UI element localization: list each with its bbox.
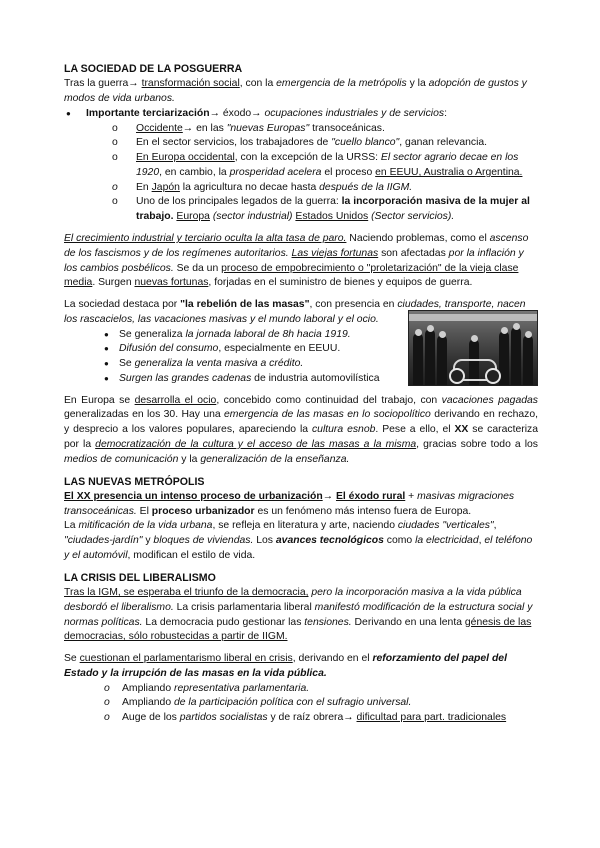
text-run: Se	[119, 358, 135, 370]
text-run: (Sector servicios).	[368, 211, 455, 223]
intro-paragraph	[64, 77, 538, 107]
text-run: transoceánicas.	[309, 122, 385, 134]
text-run: "la rebelión de las masas"	[180, 299, 310, 311]
text-run: masivas migraciones transoceánicas.	[64, 490, 515, 517]
text-run: En Europa occidental	[136, 152, 235, 164]
list-item	[112, 151, 538, 181]
text-run: tensiones.	[304, 616, 352, 628]
text-run: Japón	[151, 181, 180, 193]
text-run: Auge de los	[122, 712, 180, 724]
section-title-posguerra: LA SOCIEDAD DE LA POSGUERRA	[64, 63, 243, 75]
list-item	[112, 181, 538, 196]
text-run: nuevas fortunas	[134, 277, 209, 289]
text-run: manifestó modificación de la estructura social y normas políticas.	[64, 601, 533, 628]
list-item	[104, 372, 538, 387]
text-run: emergencia de las masas en lo sociopolítico	[224, 409, 431, 421]
text-run: :	[444, 107, 447, 119]
text-run: Se da un	[173, 262, 222, 274]
text-run: → éxodo→	[209, 107, 265, 119]
text-run: . Pese a ello, el	[375, 424, 455, 436]
text-run: la incorporación masiva de la mujer al trabajo.	[136, 196, 530, 223]
text-run: , en cambio, la	[159, 166, 230, 178]
paragraph-urbanizacion	[64, 490, 538, 520]
paragraph-crisis	[64, 586, 538, 645]
text-run: generaliza la venta masiva a crédito.	[134, 358, 304, 370]
text-run: como	[383, 535, 416, 547]
text-run: XX	[454, 424, 469, 436]
bullet-list	[64, 107, 538, 225]
text-run: generalizadas en los 30. Hay una	[64, 409, 225, 421]
text-run: , concebido como continuidad del trabajo, con	[216, 394, 442, 406]
text-run: La democracia pudo gestionar las	[142, 616, 305, 628]
text-run: la agricultura no decae hasta	[179, 181, 320, 193]
list-item	[104, 696, 538, 711]
list-item	[104, 682, 538, 697]
text-run: El sector agrario decae en los 1920	[136, 152, 519, 178]
text-run: y	[142, 535, 154, 547]
text-run: , derivando en el	[292, 653, 373, 665]
paragraph-crecimiento	[64, 232, 538, 291]
sub-list	[104, 682, 538, 726]
text-run: El XX presencia un intenso proceso de urbanización	[64, 490, 323, 502]
text-run: "cuello blanco"	[331, 137, 400, 149]
text-run: , ganan relevancia.	[399, 137, 488, 149]
paragraph-parlamentarismo	[64, 652, 538, 682]
list-item	[112, 195, 538, 225]
text-run: Se	[64, 653, 80, 665]
text-run: el proceso	[321, 166, 376, 178]
text-run: derivando en rechazo, y desprecio a los valores populares, apareciendo la	[64, 409, 538, 436]
text-run: , con la excepción de la URSS:	[234, 152, 381, 164]
text-run: cuestionan el parlamentarismo liberal en crisis	[79, 653, 293, 665]
bullet-list	[104, 328, 538, 387]
text-run: emergencia de la metrópolis	[276, 78, 407, 90]
text-run: , gracias sobre todo a los	[416, 438, 538, 450]
list-item	[104, 342, 538, 357]
text-run: por la inflación y los cambios posbélicos.	[64, 247, 524, 274]
text-run: Naciendo problemas, como el	[346, 233, 490, 245]
text-run: prosperidad acelera	[229, 166, 322, 178]
list-item	[64, 107, 538, 225]
text-run: Ampliando	[122, 682, 174, 694]
text-run: medios de comunicación	[64, 453, 179, 465]
text-run: Difusión del consumo	[119, 343, 219, 355]
text-run: la electricidad	[415, 535, 479, 547]
text-run: democratización de la cultura y el acceso de las masas a la misma	[95, 438, 417, 450]
text-run: La	[64, 520, 79, 532]
text-run: se caracteriza por la	[64, 424, 538, 450]
text-run: ciudades, transporte, nacen los rascacielos, las vacaciones masivas y el mundo laboral y el ocio.	[64, 299, 526, 325]
text-run: de industria automovilística	[251, 372, 380, 384]
list-item	[112, 136, 538, 151]
text-run: Las viejas fortunas	[291, 247, 379, 259]
text-run: después de la IIGM.	[319, 181, 413, 193]
text-run: "ciudades-jardín"	[64, 535, 143, 547]
section-title-liberalismo: LA CRISIS DEL LIBERALISMO	[64, 571, 216, 584]
text-run: proceso de empobrecimiento o "proletarización" de la vieja clase media	[64, 262, 519, 289]
text-run: Surgen las grandes cadenas	[119, 372, 252, 384]
text-run: La crisis parlamentaria liberal	[173, 601, 315, 613]
text-run: En Europa se	[64, 394, 135, 406]
text-run: , con la	[239, 78, 277, 90]
text-run: Los	[253, 535, 276, 547]
text-run: El crecimiento industrial y terciario oculta la alta tasa de paro.	[64, 233, 347, 245]
text-run: avances tecnológicos	[275, 535, 384, 547]
text-run: y de raíz obrera→	[267, 712, 357, 724]
text-run: cultura esnob	[311, 424, 376, 436]
text-run: → en las	[182, 122, 227, 134]
text-run: La sociedad destaca por	[64, 299, 181, 311]
text-run: (sector industrial)	[209, 211, 296, 223]
text-run: y la	[178, 453, 201, 465]
text-run: son afectadas	[378, 247, 449, 259]
text-run: . Surgen	[92, 277, 135, 289]
text-run: la jornada laboral de 8h hacia 1919.	[185, 328, 351, 340]
list-item	[104, 711, 538, 726]
text-run: , se refleja en literatura y arte, naciendo	[212, 520, 398, 532]
text-run: transformación social	[141, 78, 240, 90]
list-item	[104, 357, 538, 372]
text-run: Tras la IGM, se esperaba el triunfo de la democracia,	[64, 587, 309, 599]
text-run: vacaciones pagadas	[441, 394, 538, 406]
sub-list	[112, 122, 538, 225]
list-item	[112, 122, 538, 137]
text-run: proceso urbanizador	[151, 505, 255, 517]
text-run: Estados Unidos	[295, 211, 369, 223]
text-run: generalización de la enseñanza.	[200, 453, 350, 465]
text-run: ,	[493, 520, 497, 532]
text-run: ,	[478, 535, 485, 547]
text-run: desarrolla el ocio	[134, 394, 217, 406]
text-run: de la participación política con el sufragio universal.	[173, 697, 412, 709]
text-run: , modifican el estilo de vida.	[127, 549, 256, 561]
text-run: En	[136, 181, 152, 193]
text-run: Ampliando	[122, 697, 174, 709]
list-item	[104, 328, 538, 343]
text-run: Derivando en una lenta	[351, 616, 465, 628]
text-run: En el sector servicios, los trabajadores de	[136, 137, 332, 149]
text-run: Europa	[176, 211, 210, 223]
text-run: , forjadas en el suministro de bienes y equipos de guerra.	[208, 277, 473, 289]
text-run: Occidente	[136, 122, 183, 134]
text-run: el teléfono y el automóvil	[64, 535, 533, 561]
text-run: ciudades "verticales"	[397, 520, 494, 532]
text-run: Se generaliza	[119, 328, 186, 340]
section-title-metropolis: LAS NUEVAS METRÓPOLIS	[64, 475, 205, 488]
text-run: adopción de gustos y modos de vida urbanos.	[64, 78, 527, 105]
text-run: en EEUU, Australia o Argentina.	[375, 166, 523, 178]
text-run: reforzamiento del papel del Estado y la irrupción de las masas en la vida pública.	[64, 653, 507, 679]
text-run: +	[405, 490, 418, 502]
text-run: El	[136, 505, 152, 517]
text-run: génesis de las democracias, sólo robustecidas a partir de IIGM.	[64, 616, 532, 643]
text-run: ocupaciones industriales y de servicios	[264, 107, 445, 119]
text-run: Tras la guerra→	[64, 78, 142, 90]
text-run: , especialmente en EEUU.	[218, 343, 341, 355]
text-run: pero la incorporación masiva a la vida pública desbordó el liberalismo.	[64, 587, 522, 613]
text-run: ascenso de los fascismos y de los regímenes autoritarios.	[64, 233, 529, 259]
text-run: Importante terciarización	[86, 107, 210, 119]
text-run: Uno de los principales legados de la guerra:	[136, 196, 342, 208]
text-run: partidos socialistas	[179, 712, 268, 724]
masses-section	[64, 298, 538, 387]
text-run: dificultad para part. tradicionales	[356, 712, 507, 724]
text-run: representativa parlamentaria.	[173, 682, 310, 694]
text-run: El éxodo rural	[335, 490, 406, 502]
text-run: →	[322, 490, 336, 502]
text-run: , con presencia en	[309, 299, 398, 311]
text-run: es un fenómeno más intenso fuera de Europa.	[254, 505, 472, 517]
text-run: mitificación de la vida urbana	[78, 520, 213, 532]
text-run: "nuevas Europas"	[226, 122, 310, 134]
text-run: y la	[406, 78, 429, 90]
paragraph-ocio	[64, 394, 538, 468]
paragraph-mitificacion	[64, 519, 538, 563]
text-run: bloques de viviendas.	[153, 535, 254, 547]
